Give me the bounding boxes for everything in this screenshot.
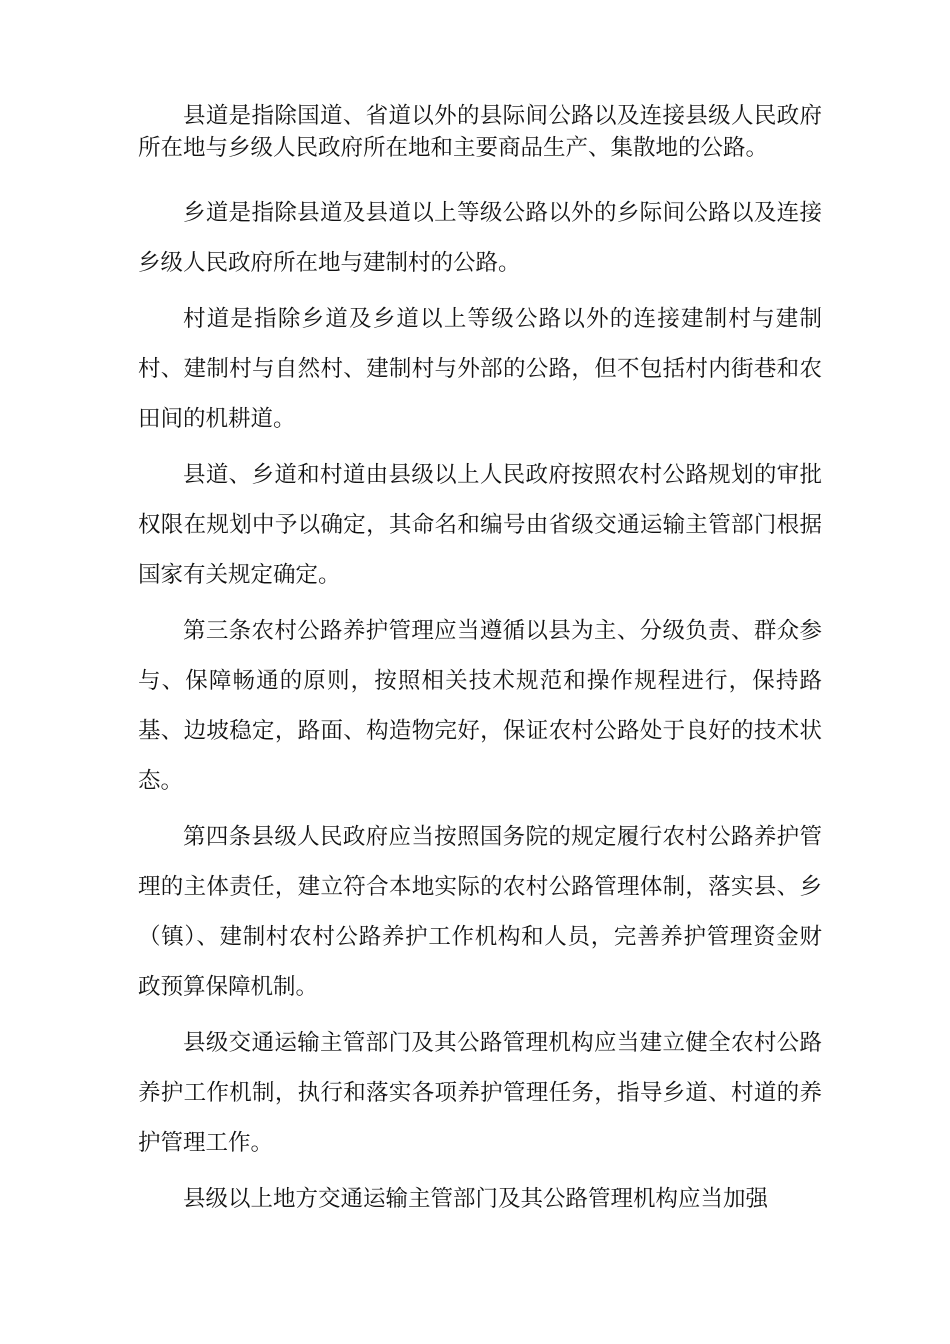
- paragraph-county-road: 县道是指除国道、省道以外的县际间公路以及连接县级人民政府所在地与乡级人民政府所在地和主要商品生产、集散地的公路。: [138, 103, 822, 161]
- paragraph-township-road: 乡道是指除县道及县道以上等级公路以外的乡际间公路以及连接乡级人民政府所在地与建制村的公路。: [138, 200, 822, 276]
- paragraph-road-designation: 县道、乡道和村道由县级以上人民政府按照农村公路规划的审批权限在规划中予以确定，其命名和编号由省级交通运输主管部门根据国家有关规定确定。: [138, 462, 822, 588]
- paragraph-article-3: 第三条农村公路养护管理应当遵循以县为主、分级负责、群众参与、保障畅通的原则，按照相关技术规范和操作规程进行，保持路基、边坡稳定，路面、构造物完好，保证农村公路处于良好的技术状态。: [138, 618, 822, 794]
- paragraph-article-4: 第四条县级人民政府应当按照国务院的规定履行农村公路养护管理的主体责任，建立符合本地实际的农村公路管理体制，落实县、乡（镇）、建制村农村公路养护工作机构和人员，完善养护管理资金财政预算保障机制。: [138, 824, 822, 1000]
- paragraph-local-transport-dept: 县级以上地方交通运输主管部门及其公路管理机构应当加强: [183, 1186, 769, 1212]
- document-body: [138, 100, 822, 1230]
- paragraph-village-road: 村道是指除乡道及乡道以上等级公路以外的连接建制村与建制村、建制村与自然村、建制村与外部的公路，但不包括村内街巷和农田间的机耕道。: [138, 306, 822, 432]
- paragraph-county-transport-dept: 县级交通运输主管部门及其公路管理机构应当建立健全农村公路养护工作机制，执行和落实各项养护管理任务，指导乡道、村道的养护管理工作。: [138, 1030, 822, 1156]
